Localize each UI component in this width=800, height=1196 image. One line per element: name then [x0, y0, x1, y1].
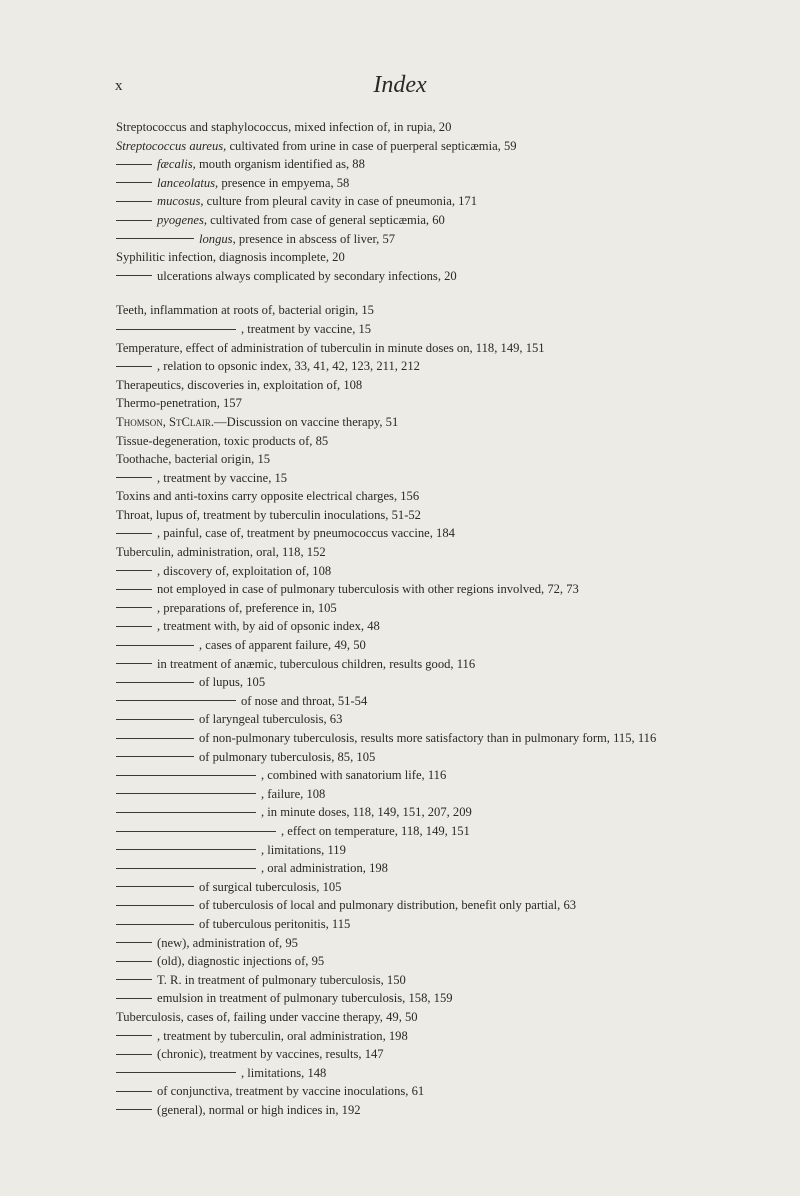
ditto-dash	[116, 1035, 152, 1036]
ditto-dash	[116, 201, 152, 202]
index-entry	[116, 118, 796, 137]
index-entry	[116, 617, 796, 636]
entry-author-name: Thomson, StClair.	[116, 414, 215, 429]
entry-text: not employed in case of pulmonary tuberculosis with other regions involved, 72, 73	[157, 582, 579, 597]
entry-text: mouth organism identified as, 88	[195, 157, 365, 172]
ditto-dash	[116, 719, 194, 720]
entry-text: Syphilitic infection, diagnosis incomplete, 20	[116, 250, 345, 265]
entry-text: of non-pulmonary tuberculosis, results more satisfactory than in pulmonary form, 115, 116	[199, 731, 657, 745]
entry-text: , cases of apparent failure, 49, 50	[199, 638, 366, 653]
index-entry	[116, 580, 796, 599]
entry-text: (general), normal or high indices in, 192	[157, 1102, 361, 1117]
page-header	[0, 72, 800, 102]
index-entry	[116, 543, 796, 562]
index-entry	[116, 301, 796, 320]
ditto-dash	[116, 164, 152, 165]
index-entry	[116, 524, 796, 543]
index-entry	[116, 785, 796, 804]
entry-italic-term: fæcalis,	[157, 157, 196, 172]
index-entry	[116, 878, 796, 897]
entry-italic-term: mucosus,	[157, 194, 204, 209]
ditto-dash	[116, 700, 236, 701]
ditto-dash	[116, 477, 152, 478]
ditto-dash	[116, 220, 152, 221]
entry-italic-term: Streptococcus aureus,	[116, 138, 227, 153]
entry-text: (old), diagnostic injections of, 95	[157, 954, 325, 969]
entry-italic-term: lanceolatus,	[157, 175, 219, 190]
entry-text: , in minute doses, 118, 149, 151, 207, 209	[261, 805, 472, 820]
ditto-dash	[116, 831, 276, 832]
ditto-dash	[116, 533, 152, 534]
entry-text: Teeth, inflammation at roots of, bacterial origin, 15	[116, 303, 374, 318]
index-entry	[116, 230, 796, 249]
ditto-dash	[116, 329, 236, 330]
ditto-dash	[116, 979, 152, 980]
ditto-dash	[116, 756, 194, 757]
ditto-dash	[116, 924, 194, 925]
index-entry	[116, 394, 796, 413]
index-entries	[116, 118, 796, 1119]
ditto-dash	[116, 682, 194, 683]
entry-text: of lupus, 105	[199, 675, 266, 690]
index-entry	[116, 1008, 796, 1027]
entry-text: , discovery of, exploitation of, 108	[157, 563, 332, 578]
entry-text: (chronic), treatment by vaccines, results, 147	[157, 1047, 384, 1062]
ditto-dash	[116, 1072, 236, 1073]
index-entry	[116, 469, 796, 488]
entry-text: Throat, lupus of, treatment by tuberculin inoculations, 51-52	[116, 507, 421, 522]
entry-text: of tuberculosis of local and pulmonary distribution, benefit only partial, 63	[199, 898, 577, 913]
index-entry	[116, 971, 796, 990]
entry-text: Toxins and anti-toxins carry opposite electrical charges, 156	[116, 489, 420, 504]
index-entry	[116, 748, 796, 767]
entry-text: , treatment with, by aid of opsonic index, 48	[157, 619, 380, 634]
index-entry	[116, 357, 796, 376]
entry-text: Temperature, effect of administration of tuberculin in minute doses on, 118, 149, 151	[116, 340, 545, 355]
ditto-dash	[116, 366, 152, 367]
entry-text: , limitations, 119	[261, 842, 346, 857]
index-entry	[116, 766, 796, 785]
index-entry	[116, 636, 796, 655]
index-entry	[116, 1101, 796, 1120]
index-entry	[116, 915, 796, 934]
ditto-dash	[116, 1109, 152, 1110]
entry-text: T. R. in treatment of pulmonary tuberculosis, 150	[157, 972, 406, 987]
index-entry	[116, 248, 796, 267]
entry-text: , preparations of, preference in, 105	[157, 600, 337, 615]
ditto-dash	[116, 182, 152, 183]
entry-text: , treatment by vaccine, 15	[157, 470, 288, 485]
entry-text: of surgical tuberculosis, 105	[199, 879, 342, 894]
index-entry	[116, 896, 796, 915]
entry-text: of pulmonary tuberculosis, 85, 105	[199, 749, 376, 764]
ditto-dash	[116, 886, 194, 887]
entry-text: , effect on temperature, 118, 149, 151	[281, 823, 470, 838]
entry-text: cultivated from case of general septicæmia, 60	[207, 212, 445, 227]
entry-text: , treatment by tuberculin, oral administration, 198	[157, 1028, 408, 1043]
index-entry	[116, 562, 796, 581]
index-entry	[116, 859, 796, 878]
ditto-dash	[116, 738, 194, 739]
index-entry	[116, 1045, 796, 1064]
ditto-dash	[116, 570, 152, 571]
entry-text: of laryngeal tuberculosis, 63	[199, 712, 343, 727]
index-entry	[116, 192, 796, 211]
entry-text: , oral administration, 198	[261, 861, 388, 876]
index-entry	[116, 1082, 796, 1101]
ditto-dash	[116, 238, 194, 239]
index-entry	[116, 137, 796, 156]
entry-text: Tuberculin, administration, oral, 118, 152	[116, 545, 326, 560]
entry-text: , failure, 108	[261, 786, 326, 801]
entry-text: Tissue-degeneration, toxic products of, 85	[116, 433, 329, 448]
entry-text: , painful, case of, treatment by pneumococcus vaccine, 184	[157, 526, 455, 541]
page-number: x	[115, 78, 124, 94]
ditto-dash	[116, 775, 256, 776]
page-title: Index	[373, 72, 427, 98]
index-entry	[116, 952, 796, 971]
ditto-dash	[116, 812, 256, 813]
index-entry	[116, 487, 796, 506]
index-entry	[116, 729, 796, 748]
index-entry	[116, 822, 796, 841]
index-entry	[116, 450, 796, 469]
index-entry	[116, 673, 796, 692]
entry-text: presence in empyema, 58	[218, 175, 350, 190]
index-entry	[116, 1027, 796, 1046]
index-entry	[116, 1064, 796, 1083]
entry-text: (new), administration of, 95	[157, 935, 298, 950]
index-entry	[116, 841, 796, 860]
entry-text: —Discussion on vaccine therapy, 51	[214, 414, 399, 429]
index-entry	[116, 413, 796, 432]
index-entry	[116, 339, 796, 358]
index-entry	[116, 376, 796, 395]
entry-text: presence in abscess of liver, 57	[235, 231, 396, 246]
entry-text: Therapeutics, discoveries in, exploitation of, 108	[116, 377, 363, 392]
section-gap	[116, 285, 796, 301]
ditto-dash	[116, 589, 152, 590]
ditto-dash	[116, 645, 194, 646]
entry-text: ulcerations always complicated by secondary infections, 20	[157, 268, 457, 283]
ditto-dash	[116, 942, 152, 943]
ditto-dash	[116, 868, 256, 869]
entry-text: , combined with sanatorium life, 116	[261, 768, 447, 783]
entry-text: Streptococcus and staphylococcus, mixed infection of, in rupia, 20	[116, 120, 452, 134]
index-entry	[116, 710, 796, 729]
index-entry	[116, 934, 796, 953]
ditto-dash	[116, 961, 152, 962]
entry-text: cultivated from urine in case of puerperal septicæmia, 59	[226, 138, 517, 153]
entry-text: of nose and throat, 51-54	[241, 693, 368, 708]
index-entry	[116, 320, 796, 339]
ditto-dash	[116, 905, 194, 906]
entry-italic-term: longus,	[199, 231, 236, 246]
ditto-dash	[116, 1054, 152, 1055]
entry-text: of tuberculous peritonitis, 115	[199, 916, 351, 931]
entry-text: , relation to opsonic index, 33, 41, 42, 123, 211, 212	[157, 359, 420, 374]
index-entry	[116, 803, 796, 822]
entry-text: emulsion in treatment of pulmonary tuberculosis, 158, 159	[157, 991, 453, 1006]
ditto-dash	[116, 793, 256, 794]
index-entry	[116, 989, 796, 1008]
index-entry	[116, 432, 796, 451]
index-entry	[116, 599, 796, 618]
index-entry	[116, 692, 796, 711]
ditto-dash	[116, 998, 152, 999]
ditto-dash	[116, 626, 152, 627]
entry-text: , limitations, 148	[241, 1065, 327, 1080]
index-entry	[116, 211, 796, 230]
entry-italic-term: pyogenes,	[157, 212, 208, 227]
entry-text: culture from pleural cavity in case of pneumonia, 171	[203, 194, 478, 209]
entry-text: in treatment of anæmic, tuberculous children, results good, 116	[157, 656, 476, 671]
entry-text: Toothache, bacterial origin, 15	[116, 452, 271, 467]
index-entry	[116, 155, 796, 174]
entry-text: Thermo-penetration, 157	[116, 396, 242, 411]
ditto-dash	[116, 275, 152, 276]
index-entry	[116, 174, 796, 193]
index-entry	[116, 655, 796, 674]
index-entry	[116, 506, 796, 525]
ditto-dash	[116, 607, 152, 608]
entry-text: Tuberculosis, cases of, failing under vaccine therapy, 49, 50	[116, 1009, 418, 1024]
ditto-dash	[116, 849, 256, 850]
ditto-dash	[116, 663, 152, 664]
entry-text: of conjunctiva, treatment by vaccine inoculations, 61	[157, 1084, 425, 1099]
index-entry	[116, 267, 796, 286]
entry-text: , treatment by vaccine, 15	[241, 321, 372, 336]
ditto-dash	[116, 1091, 152, 1092]
